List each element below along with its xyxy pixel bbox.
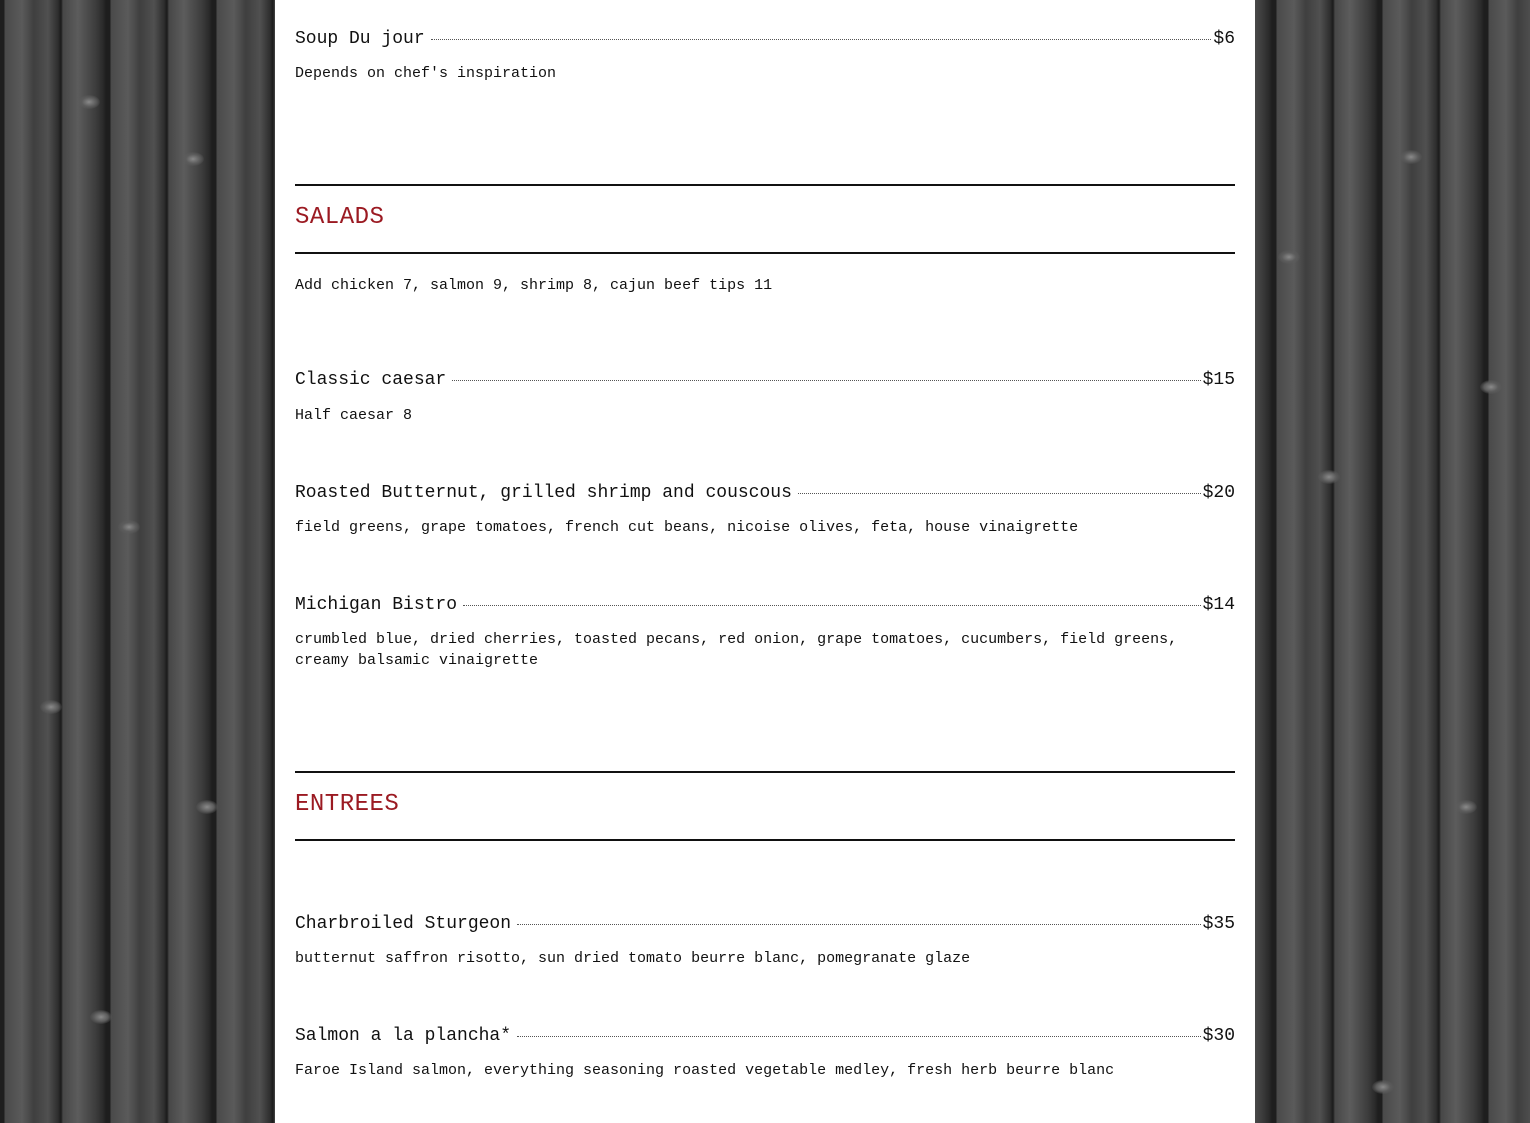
wood-knot (40, 700, 62, 714)
item-name: Charbroiled Sturgeon (295, 914, 512, 934)
section-divider-bottom (295, 252, 1235, 254)
wood-knot (118, 520, 140, 534)
item-name: Roasted Butternut, grilled shrimp and couscous (295, 483, 792, 503)
item-price: $6 (1213, 29, 1235, 49)
dotted-leader (452, 380, 1200, 381)
wood-knot (1400, 150, 1422, 164)
wood-knot (78, 95, 100, 109)
menu-item-michigan-bistro (295, 594, 1235, 616)
dotted-leader (798, 493, 1201, 494)
menu-item-salmon-plancha (295, 1025, 1235, 1047)
wood-knot (1278, 250, 1300, 264)
wood-knot (182, 152, 204, 166)
item-description: crumbled blue, dried cherries, toasted pecans, red onion, grape tomatoes, cucumbers, field greens, creamy balsamic vinaigrette (295, 631, 1178, 669)
item-price: $20 (1202, 483, 1235, 503)
menu-page (275, 0, 1255, 1123)
menu-content (295, 0, 1235, 1123)
dotted-leader (517, 924, 1201, 925)
item-price: $15 (1202, 370, 1235, 390)
item-price: $35 (1202, 914, 1235, 934)
dotted-leader (431, 39, 1212, 40)
menu-item-classic-caesar (295, 369, 1235, 391)
menu-item-roasted-butternut (295, 482, 1235, 504)
wood-knot (1455, 800, 1477, 814)
item-name: Soup Du jour (295, 29, 425, 49)
section-note: Add chicken 7, salmon 9, shrimp 8, cajun beef tips 11 (295, 277, 773, 294)
dotted-leader (463, 605, 1201, 606)
item-description: butternut saffron risotto, sun dried tomato beurre blanc, pomegranate glaze (295, 950, 971, 967)
wood-knot (1480, 380, 1502, 394)
section-divider-top (295, 184, 1235, 186)
item-name: Classic caesar (295, 370, 447, 390)
menu-item-charbroiled-sturgeon (295, 913, 1235, 935)
item-price: $14 (1202, 595, 1235, 615)
wood-knot (90, 1010, 112, 1024)
item-description: Half caesar 8 (295, 407, 413, 424)
item-description: Faroe Island salmon, everything seasoning roasted vegetable medley, fresh herb beurre blanc (295, 1062, 1115, 1079)
wood-knot (196, 800, 218, 814)
section-divider-top (295, 771, 1235, 773)
item-description: field greens, grape tomatoes, french cut beans, nicoise olives, feta, house vinaigrette (295, 519, 1079, 536)
item-description: Depends on chef's inspiration (295, 65, 557, 82)
section-title-entrees: ENTREES (295, 791, 400, 818)
item-name: Salmon a la plancha* (295, 1026, 512, 1046)
wood-knot (1372, 1080, 1394, 1094)
section-divider-bottom (295, 839, 1235, 841)
dotted-leader (517, 1036, 1201, 1037)
item-price: $30 (1202, 1026, 1235, 1046)
section-title-salads: SALADS (295, 204, 385, 231)
item-name: Michigan Bistro (295, 595, 458, 615)
menu-item-soup (295, 28, 1235, 50)
wood-knot (1318, 470, 1340, 484)
